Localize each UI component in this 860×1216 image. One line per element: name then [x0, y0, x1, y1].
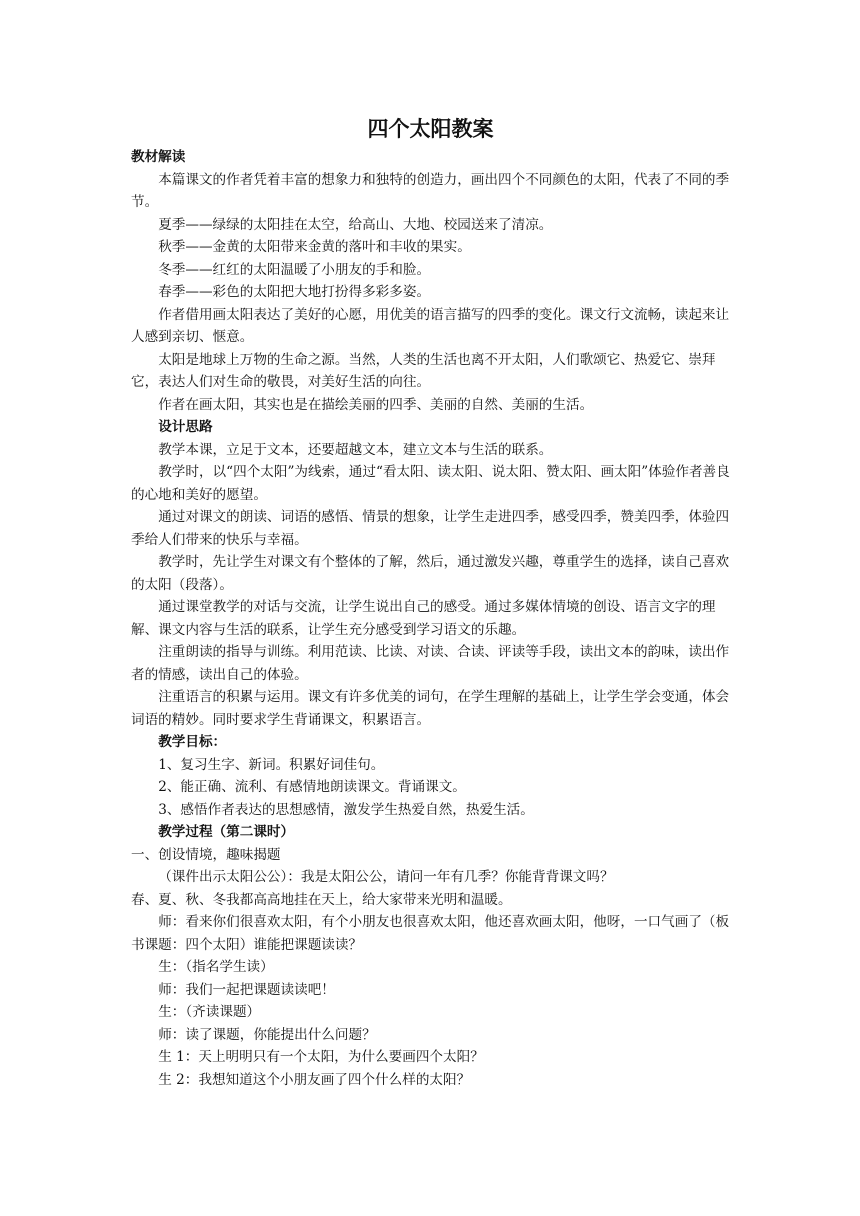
paragraph: 注重语言的积累与运用。课文有许多优美的词句，在学生理解的基础上，让学生学会变通，体会词语的精妙。同时要求学生背诵课文，积累语言。 [131, 689, 730, 728]
section-heading: 教材解读 [131, 149, 186, 165]
paragraph: 生：（指名学生读） [158, 959, 274, 975]
paragraph: 师：读了课题，你能提出什么问题？ [158, 1026, 376, 1043]
paragraph: 太阳是地球上万物的生命之源。当然，人类的生活也离不开太阳，人们歌颂它、热爱它、崇拜它，表达人们对生命的敬畏，对美好生活的向往。 [131, 351, 716, 390]
paragraph: 生 2：我想知道这个小朋友画了四个什么样的太阳？ [158, 1071, 471, 1088]
paragraph: 作者在画太阳，其实也是在描绘美丽的四季、美丽的自然、美丽的生活。 [158, 396, 594, 413]
paragraph: 3、感悟作者表达的思想感情，激发学生热爱自然，热爱生活。 [158, 801, 534, 818]
paragraph: 夏季——绿绿的太阳挂在太空，给高山、大地、校园送来了清凉。 [158, 216, 553, 233]
paragraph: 作者借用画太阳表达了美好的心愿，用优美的语言描写的四季的变化。课文行文流畅，读起来让人感到亲切、惬意。 [131, 306, 730, 345]
paragraph: （课件出示太阳公公）：我是太阳公公，请问一年有几季？你能背背课文吗？ [158, 869, 614, 885]
paragraph: 一、创设情境，趣味揭题 [131, 846, 281, 863]
paragraph: 本篇课文的作者凭着丰富的想象力和独特的创造力，画出四个不同颜色的太阳，代表了不同的季节。 [131, 171, 730, 210]
paragraph: 2、能正确、流利、有感情地朗读课文。背诵课文。 [158, 779, 466, 795]
paragraph: 冬季——红红的太阳温暖了小朋友的手和脸。 [158, 261, 431, 278]
paragraph: 教学本课，立足于文本，还要超越文本，建立文本与生活的联系。 [158, 441, 553, 458]
paragraph: 师：我们一起把课题读读吧！ [158, 981, 335, 998]
section-heading: 教学过程（第二课时） [158, 824, 295, 840]
paragraph: 生 1：天上明明只有一个太阳，为什么要画四个太阳？ [158, 1049, 484, 1065]
paragraph: 师：看来你们很喜欢太阳，有个小朋友也很喜欢太阳，他还喜欢画太阳，他呀，一口气画了（板书课题：四个太阳）谁能把课题读读？ [131, 914, 730, 953]
section-heading: 设计思路 [158, 419, 213, 435]
paragraph: 通过课堂教学的对话与交流，让学生说出自己的感受。通过多媒体情境的创设、语言文字的理解、课文内容与生活的联系，让学生充分感受到学习语文的乐趣。 [131, 599, 716, 638]
paragraph: 生：（齐读课题） [158, 1004, 261, 1020]
paragraph: 注重朗读的指导与训练。利用范读、比读、对读、合读、评读等手段，读出文本的韵味，读出作者的情感，读出自己的体验。 [131, 644, 730, 683]
paragraph: 春季——彩色的太阳把大地打扮得多彩多姿。 [158, 284, 431, 300]
paragraph: 1、复习生字、新词。积累好词佳句。 [158, 756, 385, 773]
paragraph: 通过对课文的朗读、词语的感悟、情景的想象，让学生走进四季，感受四季，赞美四季，体验四季给人们带来的快乐与幸福。 [131, 509, 730, 548]
section-heading: 教学目标： [158, 734, 227, 750]
paragraph: 教学时，以“四个太阳”为线索，通过“看太阳、读太阳、说太阳、赞太阳、画太阳”体验作者善良的心地和美好的愿望。 [131, 464, 730, 503]
paragraph: 秋季——金黄的太阳带来金黄的落叶和丰收的果实。 [158, 239, 471, 255]
document-title: 四个太阳教案 [367, 116, 494, 141]
document-body [131, 146, 730, 1091]
paragraph: 教学时，先让学生对课文有个整体的了解，然后，通过激发兴趣，尊重学生的选择，读自己喜欢的太阳（段落）。 [131, 554, 730, 593]
paragraph: 春、夏、秋、冬我都高高地挂在天上，给大家带来光明和温暖。 [131, 891, 512, 908]
